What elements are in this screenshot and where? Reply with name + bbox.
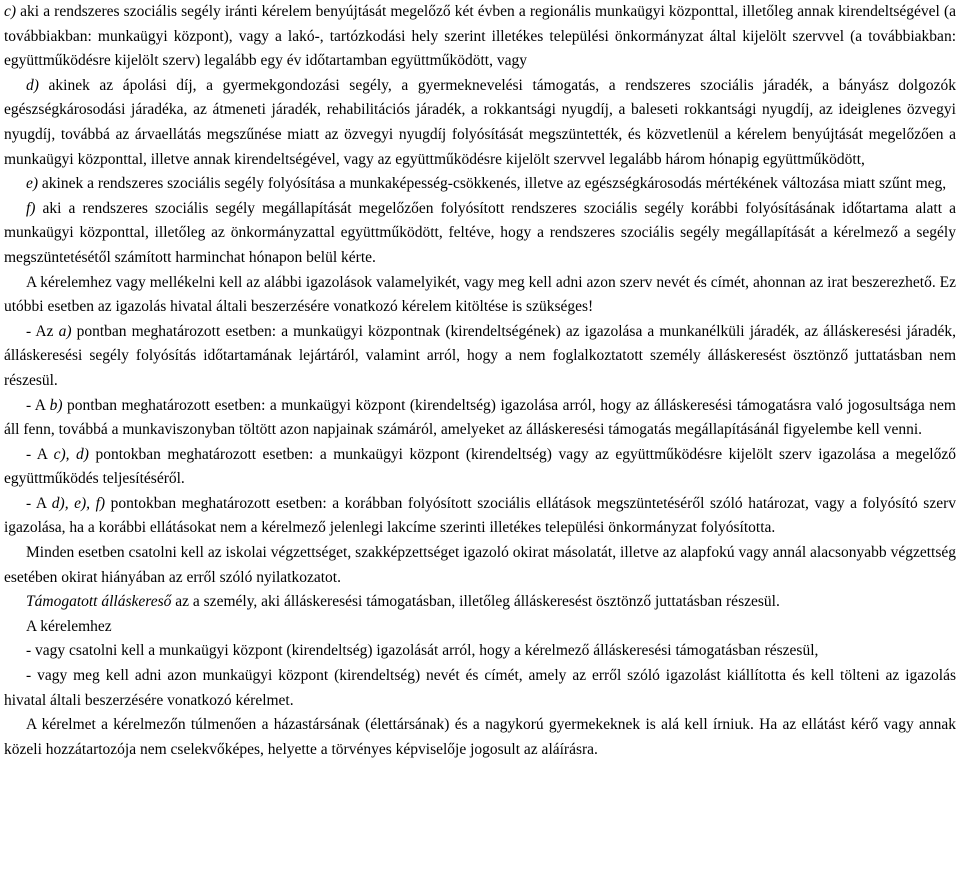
paragraph — [4, 713, 956, 762]
text-run: pontban meghatározott esetben: a munkaügyi központ (kirendeltség) igazolása arról, hogy az álláskeresési támogatásra való jogosultsága nem áll fenn, továbbá a munkaviszonyban töltött azon napjainak számáról, amelyeket az álláskeresési támogatás megállapításánál figyelembe kell venni. — [4, 396, 956, 439]
text-run: pontban meghatározott esetben: a munkaügyi központnak (kirendeltségének) az igazolása a munkanélküli járadék, az álláskeresési járadék, álláskeresési segély folyósítás időtartamának lejártáról, valamint arról, hogy a nem foglalkoztatott személy álláskeresést ösztönző juttatásban nem részesül. — [4, 322, 956, 389]
italic-text: c), d) — [53, 445, 89, 463]
italic-text: a) — [58, 322, 72, 340]
text-run: - A — [26, 445, 54, 463]
text-run: A kérelmet a kérelmezőn túlmenően a házastársának (élettársának) és a nagykorú gyermekeknek is alá kell írniuk. Ha az ellátást kérő vagy annak közeli hozzátartozója nem cselekvőképes, helyette a törvényes képviselője jogosult az aláírásra. — [4, 716, 956, 758]
text-run: A kérelemhez vagy mellékelni kell az alábbi igazolások valamelyikét, vagy meg kell adni azon szerv nevét és címét, ahonnan az irat beszerezhető. Ez utóbbi esetben az igazolás hivatal általi beszerzésére vonatkozó kérelem kitöltése is szükséges! — [4, 273, 956, 316]
paragraph — [4, 443, 956, 492]
text-run: akinek a rendszeres szociális segély folyósítása a munkaképesség-csökkenés, illetve az egészségkárosodás mértékének változása miatt szűnt meg, — [41, 175, 947, 193]
italic-text: d), e), f) — [51, 494, 106, 512]
italic-text: d) — [26, 76, 49, 94]
text-run: az a személy, aki álláskeresési támogatásban, illetőleg álláskeresést ösztönző juttatásban részesül. — [171, 593, 780, 611]
text-run: aki a rendszeres szociális segély iránti kérelem benyújtását megelőző két évben a regionális munkaügyi központtal, illetőleg annak kirendeltségével (a továbbiakban: munkaügyi központ), vagy a lakó-, tartózkodási hely szerint illetékes települési önkormányzat által kijelölt szervvel (a továbbiakban: együttműködésre kijelölt szerv) legalább egy év időtartamban együttműködött, vagy — [4, 3, 957, 70]
paragraph — [4, 541, 956, 590]
text-run: - Az — [26, 322, 59, 340]
paragraph — [4, 74, 956, 172]
text-run: - vagy meg kell adni azon munkaügyi központ (kirendeltség) nevét és címét, amely az erről szóló igazolást kiállította és kell tölteni az igazolás hivatal általi beszerzésére vonatkozó kérelmet. — [4, 667, 956, 709]
paragraph — [4, 172, 956, 197]
text-run: - vagy csatolni kell a munkaügyi központ (kirendeltség) igazolását arról, hogy a kérelmező álláskeresési támogatásban részesül, — [26, 642, 819, 660]
paragraph — [4, 394, 956, 443]
paragraph — [4, 492, 956, 541]
paragraph — [4, 197, 956, 271]
italic-text: f) — [26, 199, 43, 217]
text-run: pontokban meghatározott esetben: a korábban folyósított szociális ellátások megszüntetéséről szóló határozat, vagy a folyósító szerv igazolása, ha a korábbi ellátásokat nem a kérelmező jelenlegi lakcíme szerinti illetékes települési önkormányzat folyósította. — [4, 494, 956, 537]
text-run: A kérelemhez — [26, 617, 112, 635]
text-run: pontokban meghatározott esetben: a munkaügyi központ (kirendeltség) vagy az együttműködésre kijelölt szerv igazolása a megelőző együttműködés teljesítéséről. — [4, 445, 956, 488]
text-run: aki a rendszeres szociális segély megállapítását megelőzően folyósított rendszeres szociális segély korábbi folyósításának időtartama alatt a munkaügyi központtal, illetőleg az önkormányzattal együttműködött, feltéve, hogy a rendszeres szociális segély megállapítását a kérelmező a segély megszüntetésétől számított harminchat hónapon belül kérte. — [4, 199, 956, 266]
italic-text: Támogatott álláskereső — [26, 593, 172, 611]
text-run: - A — [26, 494, 52, 512]
text-run: akinek az ápolási díj, a gyermekgondozási segély, a gyermeknevelési támogatás, a rendszeres szociális járadék, a bányász dolgozók egészségkárosodási járadéka, az átmeneti járadék, rehabilitációs járadék, a rokkantsági nyugdíj, a baleseti rokkantsági nyugdíj, az ideiglenes özvegyi nyugdíj, továbbá az árvaellátás megszűnése miatt az özvegyi nyugdíj folyósítását megszüntették, és közvetlenül a kérelem benyújtását megelőzően a munkaügyi központtal, illetve annak kirendeltségével, vagy az együttműködésre kijelölt szervvel legalább három hónapig együttműködött, — [4, 76, 956, 168]
paragraph — [4, 271, 956, 320]
text-run: Minden esetben csatolni kell az iskolai végzettséget, szakképzettséget igazoló okirat másolatát, illetve az alapfokú vagy annál alacsonyabb végzettség esetében okirat hiányában az erről szóló nyilatkozatot. — [4, 544, 956, 586]
italic-text: e) — [26, 175, 42, 193]
text-run: - A — [26, 396, 50, 414]
paragraph — [4, 615, 956, 640]
paragraph — [4, 0, 956, 74]
italic-text: b) — [49, 396, 63, 414]
paragraph — [4, 639, 956, 664]
paragraph — [4, 664, 956, 713]
paragraph — [4, 320, 956, 394]
paragraph — [4, 590, 956, 615]
italic-text: c) — [4, 3, 21, 20]
